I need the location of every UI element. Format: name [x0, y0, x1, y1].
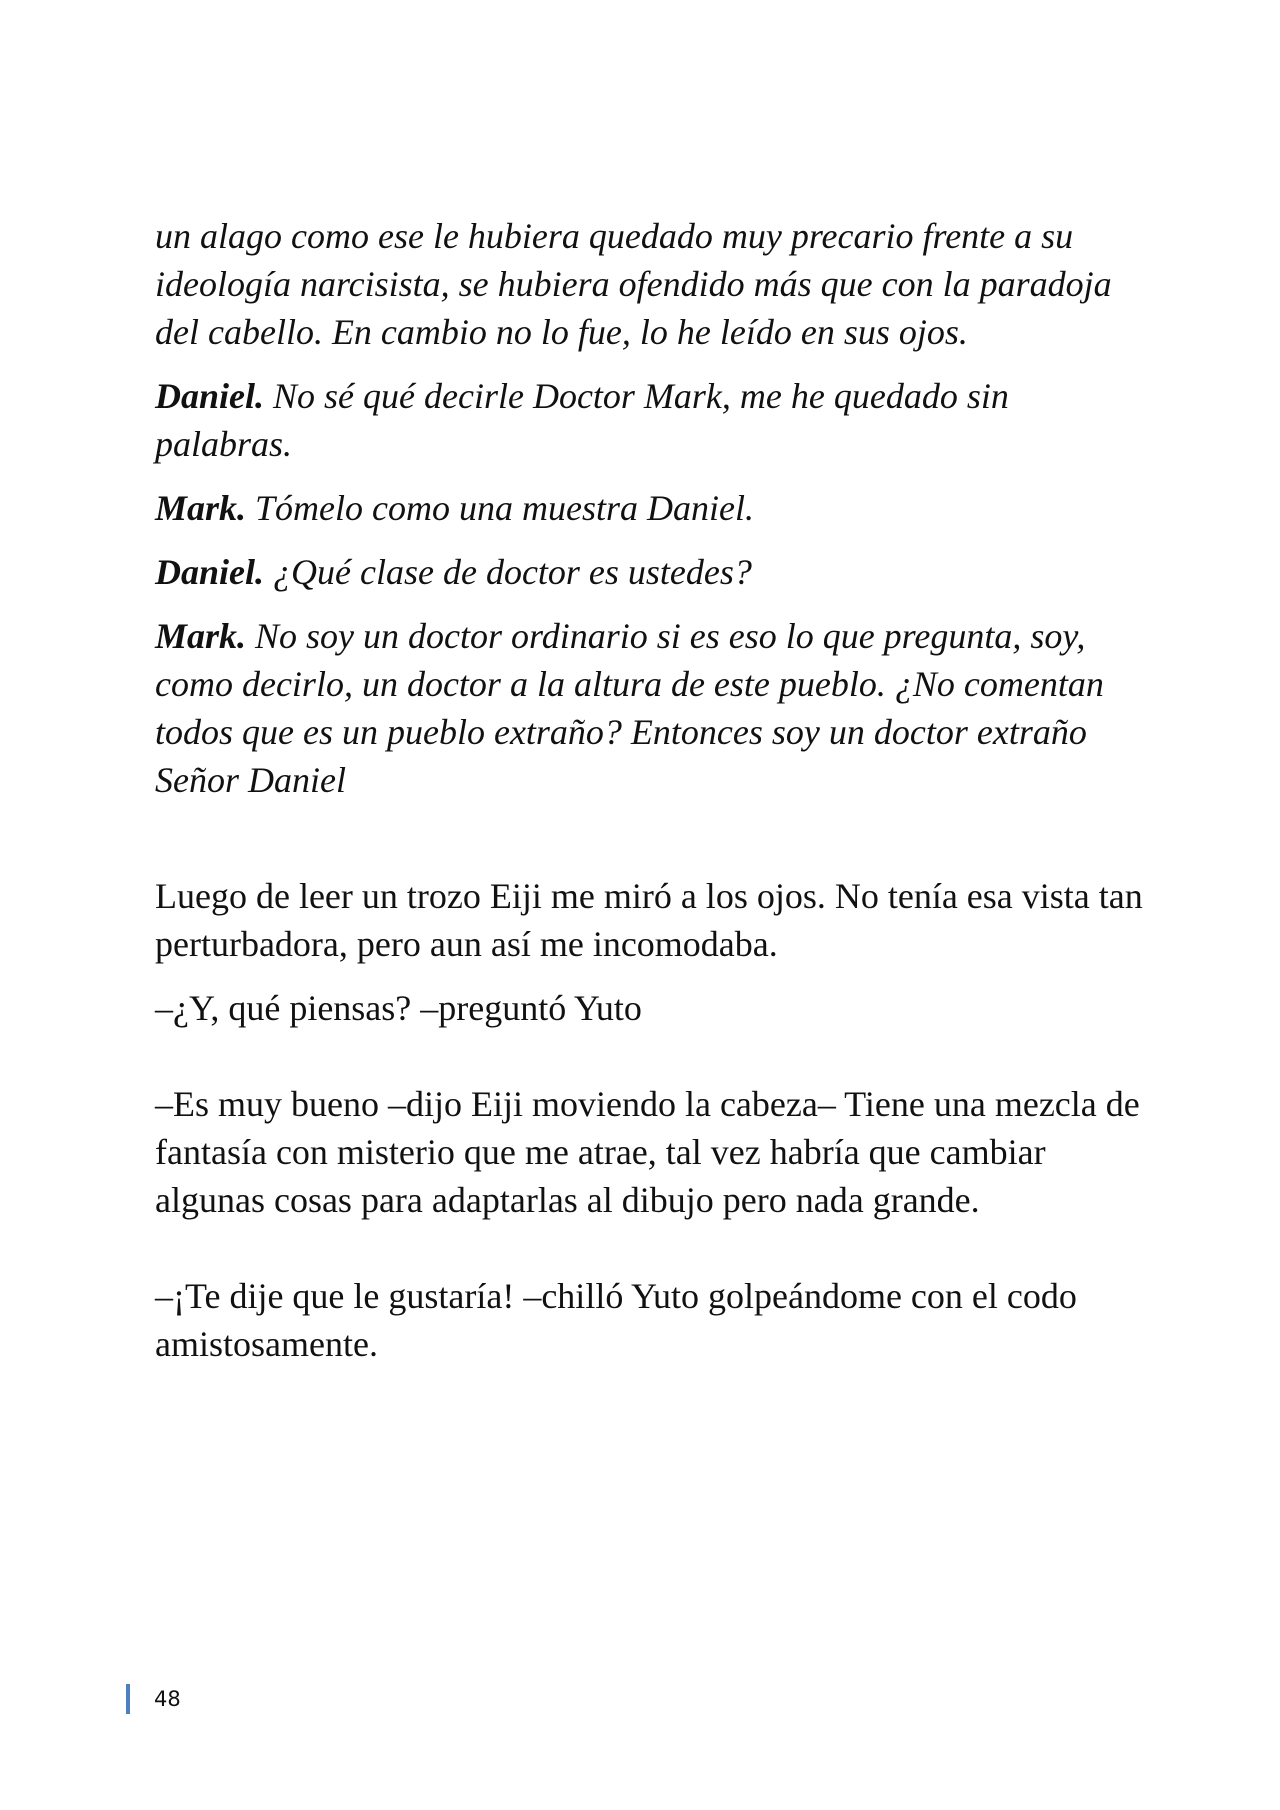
speaker-name: Daniel.: [155, 376, 265, 416]
speaker-name: Mark.: [155, 616, 247, 656]
script-excerpt: [155, 212, 1145, 804]
dialogue-text: No sé qué decirle Doctor Mark, me he quedado sin palabras.: [155, 376, 1009, 464]
speaker-name: Mark.: [155, 488, 247, 528]
dialogue-line: [155, 548, 1145, 596]
dialogue-line: [155, 484, 1145, 532]
footer-accent-bar: [126, 1684, 130, 1714]
narrative-paragraph: Luego de leer un trozo Eiji me miró a los ojos. No tenía esa vista tan perturbadora, pero aun así me incomodaba.: [155, 876, 1143, 964]
dialogue-text: Tómelo como una muestra Daniel.: [255, 488, 754, 528]
narrative-paragraph: –¡Te dije que le gustaría! –chilló Yuto golpeándome con el codo amistosamente.: [155, 1276, 1077, 1364]
narrative-section: [155, 872, 1145, 1368]
dialogue-text: No soy un doctor ordinario si es eso lo que pregunta, soy, como decirlo, un doctor a la altura de este pueblo. ¿No comentan todos que es un pueblo extraño? Entonces soy un doctor extraño Señor Daniel: [155, 616, 1104, 800]
dialogue-line: [155, 612, 1145, 804]
page-number: 48: [154, 1687, 181, 1711]
narrative-paragraph: –Es muy bueno –dijo Eiji moviendo la cabeza– Tiene una mezcla de fantasía con misterio que me atrae, tal vez habría que cambiar algunas cosas para adaptarlas al dibujo pero nada grande.: [155, 1084, 1140, 1220]
page-body: [155, 212, 1145, 1368]
dialogue-text: ¿Qué clase de doctor es ustedes?: [273, 552, 752, 592]
speaker-name: Daniel.: [155, 552, 265, 592]
narrative-paragraph: –¿Y, qué piensas? –preguntó Yuto: [155, 988, 642, 1028]
dialogue-line: [155, 372, 1145, 468]
script-lead-paragraph: un alago como ese le hubiera quedado muy precario frente a su ideología narcisista, se hubiera ofendido más que con la paradoja del cabello. En cambio no lo fue, lo he leído en sus ojos.: [155, 216, 1112, 352]
